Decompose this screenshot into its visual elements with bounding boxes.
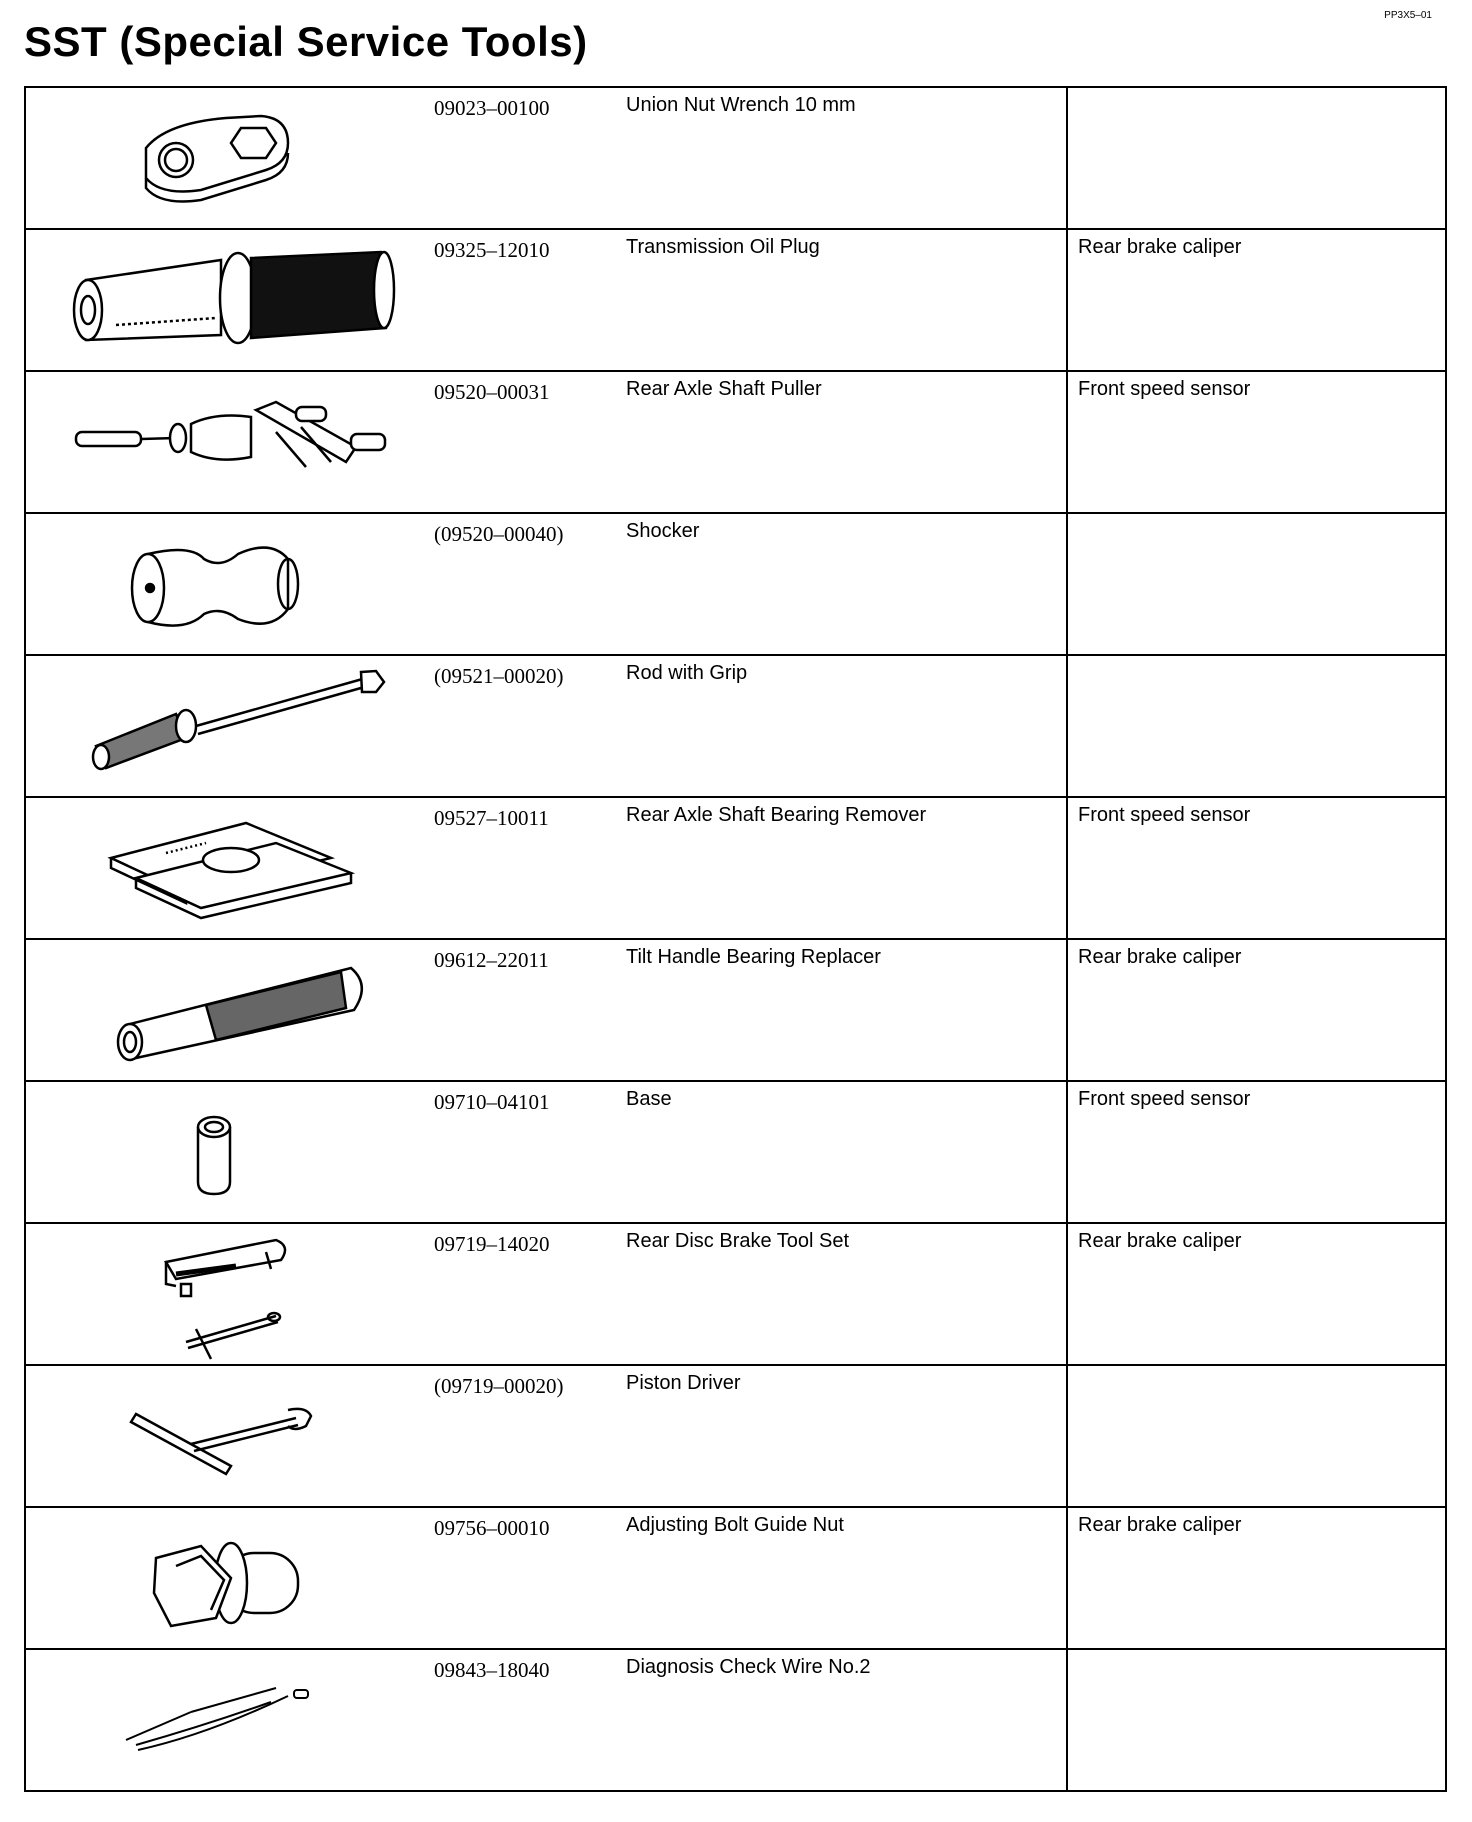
table-row — [26, 88, 1445, 228]
table-row — [26, 228, 1445, 370]
table-row — [26, 1080, 1445, 1222]
page-title: SST (Special Service Tools) — [24, 18, 588, 65]
page-code: PP3X5–01 — [1384, 10, 1432, 21]
bearing-remover-plates-icon — [26, 798, 434, 940]
tool-use — [1066, 1366, 1445, 1506]
tool-name: Rear Disc Brake Tool Set — [626, 1230, 850, 1252]
part-number: 09023–00100 — [434, 96, 550, 120]
tool-use — [1066, 656, 1445, 796]
part-number: (09521–00020) — [434, 664, 564, 688]
tool-use: Rear brake caliper — [1066, 230, 1445, 370]
tool-name: Adjusting Bolt Guide Nut — [626, 1514, 844, 1536]
guide-nut-icon — [26, 1508, 434, 1650]
part-number: 09520–00031 — [434, 380, 550, 404]
tool-use: Front speed sensor — [1066, 372, 1445, 512]
tool-name: Rod with Grip — [626, 662, 748, 684]
tool-use — [1066, 514, 1445, 654]
union-nut-wrench-icon — [26, 88, 434, 228]
tool-image-cell — [26, 1366, 434, 1506]
tool-image-cell — [26, 656, 434, 796]
sst-table — [24, 86, 1447, 1792]
part-number: 09527–10011 — [434, 806, 549, 830]
tool-image-cell — [26, 1224, 434, 1364]
table-row — [26, 1648, 1445, 1790]
tool-name: Diagnosis Check Wire No.2 — [626, 1656, 871, 1678]
table-row — [26, 938, 1445, 1080]
tool-name: Rear Axle Shaft Bearing Remover — [626, 804, 927, 826]
tool-name: Rear Axle Shaft Puller — [626, 378, 822, 400]
check-wire-icon — [26, 1650, 434, 1792]
tool-use — [1066, 1650, 1445, 1790]
tool-use — [1066, 88, 1445, 228]
part-number: 09612–22011 — [434, 948, 549, 972]
table-row — [26, 512, 1445, 654]
table-row — [26, 1506, 1445, 1648]
tool-use: Rear brake caliper — [1066, 1508, 1445, 1648]
table-row — [26, 1222, 1445, 1364]
part-number: (09719–00020) — [434, 1374, 564, 1398]
tool-image-cell — [26, 940, 434, 1080]
tool-image-cell — [26, 88, 434, 228]
tool-use: Rear brake caliper — [1066, 1224, 1445, 1364]
part-number: 09843–18040 — [434, 1658, 550, 1682]
tool-image-cell — [26, 372, 434, 512]
tool-name: Tilt Handle Bearing Replacer — [626, 946, 881, 968]
tool-image-cell — [26, 1508, 434, 1648]
tool-image-cell — [26, 798, 434, 938]
part-number: (09520–00040) — [434, 522, 564, 546]
disc-brake-tool-set-icon — [26, 1224, 434, 1366]
tool-name: Transmission Oil Plug — [626, 236, 820, 258]
tool-image-cell — [26, 230, 434, 370]
tool-name: Piston Driver — [626, 1372, 741, 1394]
tool-name: Shocker — [626, 520, 700, 542]
tool-use: Rear brake caliper — [1066, 940, 1445, 1080]
tool-use: Front speed sensor — [1066, 1082, 1445, 1222]
tool-image-cell — [26, 1082, 434, 1222]
table-row — [26, 370, 1445, 512]
table-row — [26, 654, 1445, 796]
tool-name: Union Nut Wrench 10 mm — [626, 94, 856, 116]
base-cylinder-icon — [26, 1082, 434, 1224]
part-number: 09719–14020 — [434, 1232, 550, 1256]
bearing-replacer-icon — [26, 940, 434, 1082]
table-row — [26, 1364, 1445, 1506]
tool-image-cell — [26, 514, 434, 654]
table-row — [26, 796, 1445, 938]
rod-with-grip-icon — [26, 656, 434, 798]
part-number: 09710–04101 — [434, 1090, 550, 1114]
tool-name: Base — [626, 1088, 672, 1110]
tool-image-cell — [26, 1650, 434, 1790]
shocker-icon — [26, 514, 434, 656]
piston-driver-icon — [26, 1366, 434, 1508]
part-number: 09756–00010 — [434, 1516, 550, 1540]
axle-shaft-puller-icon — [26, 372, 434, 514]
part-number: 09325–12010 — [434, 238, 550, 262]
oil-plug-icon — [26, 230, 434, 372]
tool-use: Front speed sensor — [1066, 798, 1445, 938]
